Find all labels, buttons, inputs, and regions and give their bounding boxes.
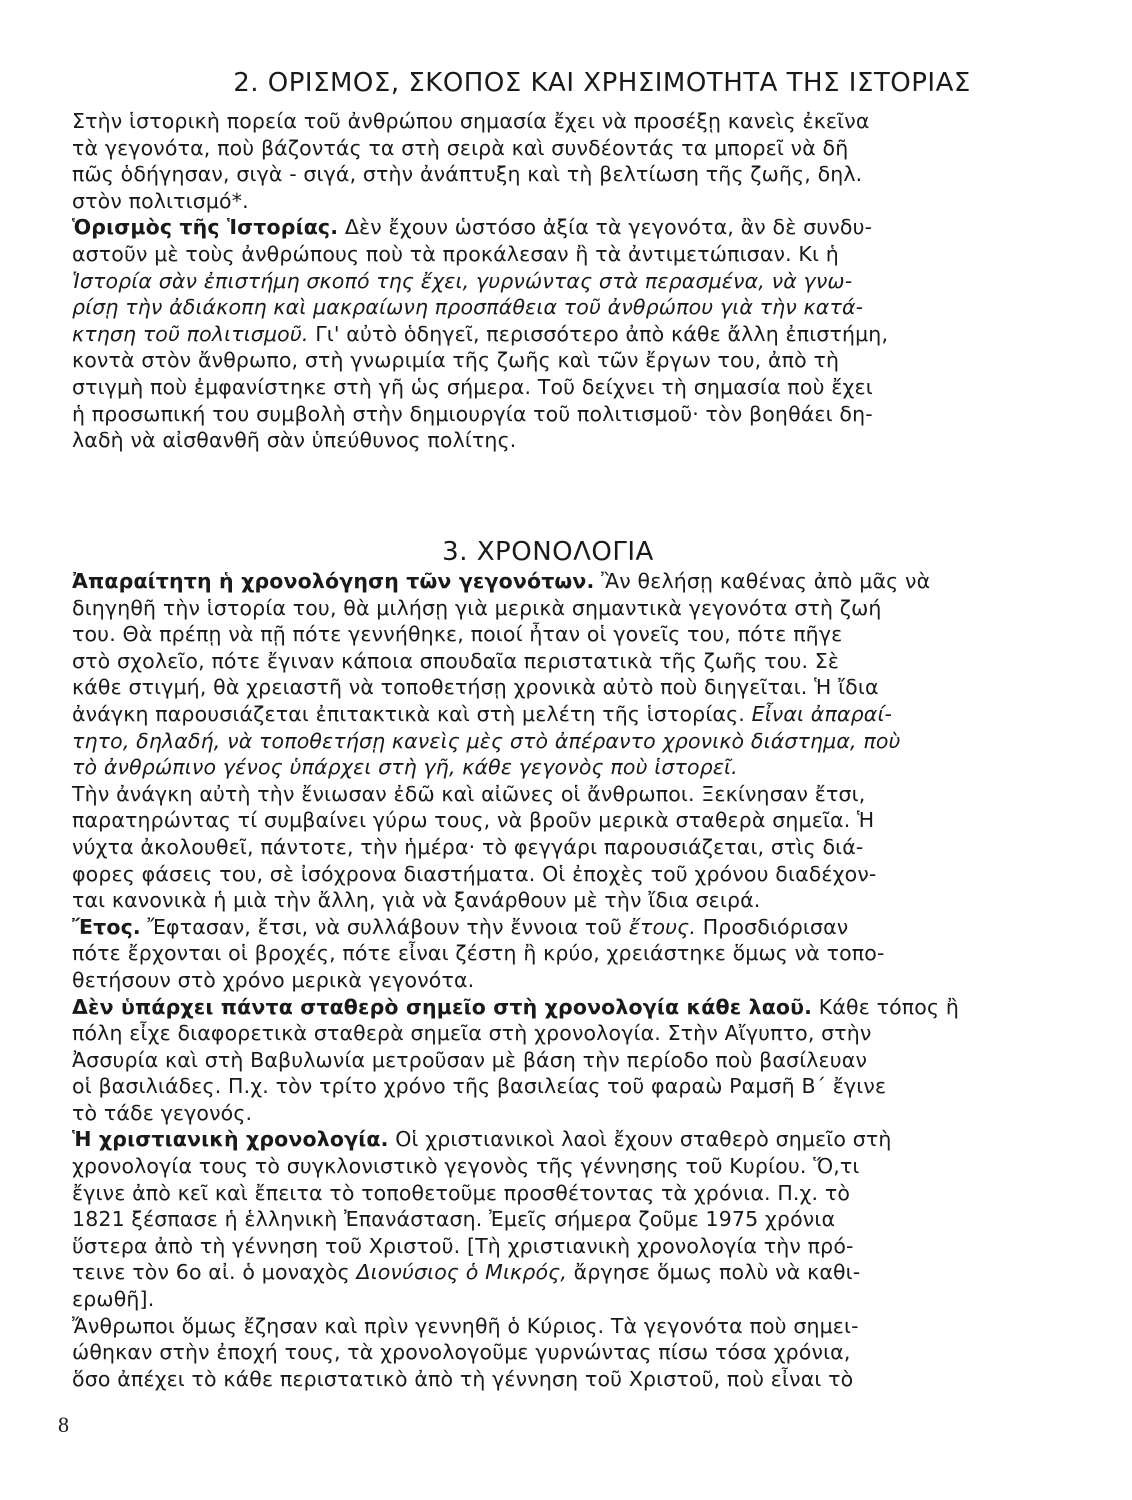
text-run: Οἱ χριστιανικοὶ λαοὶ ἔχουν σταθερὸ σημεῖο στὴ [388, 1127, 892, 1152]
text-line [72, 940, 1032, 967]
text-run: παρατηρώντας τί συμβαίνει γύρω τους, νὰ βροῦν μερικὰ σταθερὰ σημεῖα. Ἡ [72, 808, 875, 833]
text-run: ώθηκαν στὴν ἐποχή τους, τὰ χρονολογοῦμε γυρνώντας πίσω τόσα χρόνια, [72, 1340, 851, 1365]
text-run: τὰ γεγονότα, ποὺ βάζοντάς τα στὴ σειρὰ καὶ συνδέοντάς τα μπορεῖ νὰ δῆ [72, 135, 849, 160]
text-line [72, 1153, 1032, 1180]
section-body-chronology [72, 568, 1032, 1392]
text-run: πότε ἔρχονται οἱ βροχές, πότε εἶναι ζέστη ἢ κρύο, χρειάστηκε ὅμως νὰ τοπο- [72, 941, 885, 966]
text-line [72, 1206, 1032, 1233]
text-run: στιγμὴ ποὺ ἐμφανίστηκε στὴ γῆ ὡς σήμερα. Τοῦ δείχνει τὴ σημασία ποὺ ἔχει [72, 374, 873, 399]
text-run: του. Θὰ πρέπῃ νὰ πῇ πότε γεννήθηκε, ποιοί ἦταν οἱ γονεῖς του, πότε πῆγε [72, 622, 843, 647]
text-line [72, 1339, 1032, 1366]
text-line [72, 674, 1032, 701]
bold-run: Ἀπαραίτητη ἡ χρονολόγηση τῶν γεγονότων. [72, 569, 595, 593]
text-line [72, 807, 1032, 834]
text-run: 1821 ξέσπασε ἡ ἑλληνικὴ Ἐπανάσταση. Ἐμεῖς σήμερα ζοῦμε 1975 χρόνια [72, 1207, 836, 1232]
italic-run: τὸ ἀνθρώπινο γένος ὑπάρχει στὴ γῆ, κάθε γεγονὸς ποὺ ἱστορεῖ. [72, 755, 738, 780]
text-run: οἱ βασιλιάδες. Π.χ. τὸν τρίτο χρόνο τῆς βασιλείας τοῦ φαραὼ Ραμσῆ Β΄ ἔγινε [72, 1074, 887, 1099]
text-line [72, 188, 1032, 215]
text-run: ται κανονικὰ ἡ μιὰ τὴν ἄλλη, γιὰ νὰ ξανάρθουν μὲ τὴν ἴδια σειρά. [72, 888, 761, 913]
italic-run: Ἱστορία σὰν ἐπιστήμη σκοπό της ἔχει, γυρνώντας στὰ περασμένα, νὰ γνω- [72, 268, 853, 293]
text-line [72, 268, 1032, 295]
text-run: Ἔφτασαν, ἔτσι, νὰ συλλάβουν τὴν ἔννοια τοῦ [140, 914, 629, 939]
text-line [72, 374, 1032, 401]
text-line [72, 321, 1032, 348]
text-line [72, 648, 1032, 675]
text-line [72, 728, 1032, 755]
italic-run: Διονύσιος ὁ Μικρός, [356, 1260, 567, 1285]
text-line [72, 967, 1032, 994]
text-run: ἡ προσωπική του συμβολὴ στὴν δημιουργία τοῦ πολιτισμοῦ· τὸν βοηθάει δη- [72, 401, 873, 426]
bold-run: Ἔτος. [72, 914, 141, 939]
text-line [72, 241, 1032, 268]
text-run: πῶς ὁδήγησαν, σιγὰ - σιγά, στὴν ἀνάπτυξη καὶ τὴ βελτίωση τῆς ζωῆς, δηλ. [72, 162, 863, 187]
text-run: ἄργησε ὅμως πολὺ νὰ καθι- [567, 1260, 861, 1285]
text-line [72, 914, 1032, 941]
text-line [72, 861, 1032, 888]
text-run: Ἄνθρωποι ὅμως ἔζησαν καὶ πρὶν γεννηθῆ ὁ Κύριος. Τὰ γεγονότα ποὺ σημει- [72, 1313, 859, 1338]
text-line [72, 347, 1032, 374]
text-line [72, 1286, 1032, 1313]
section-heading-definition: 2. ΟΡΙΣΜΟΣ, ΣΚΟΠΟΣ ΚΑΙ ΧΡΗΣΙΜΟΤΗΤΑ ΤΗΣ ΙΣΤΟΡΙΑΣ [233, 68, 971, 98]
italic-run: κτηση τοῦ πολιτισμοῦ. [72, 321, 309, 346]
text-line [72, 401, 1032, 428]
text-line [72, 1100, 1032, 1127]
text-run: λαδὴ νὰ αἰσθανθῆ σὰν ὑπεύθυνος πολίτης. [72, 428, 517, 453]
text-run: στὸ σχολεῖο, πότε ἔγιναν κάποια σπουδαῖα περιστατικὰ τῆς ζωῆς του. Σὲ [72, 648, 840, 673]
text-run: τεινε τὸν 6ο αἰ. ὁ μοναχὸς [72, 1260, 357, 1285]
bold-run: Ἡ χριστιανικὴ χρονολογία. [72, 1127, 389, 1152]
text-line [72, 621, 1032, 648]
text-line [72, 1366, 1032, 1393]
text-run: Κάθε τόπος ἢ [812, 994, 959, 1019]
text-line [72, 1233, 1032, 1260]
text-run: ερωθῆ]. [72, 1287, 155, 1312]
text-line [72, 781, 1032, 808]
text-run: τὸ τάδε γεγονός. [72, 1100, 253, 1125]
text-run: θετήσουν στὸ χρόνο μερικὰ γεγονότα. [72, 967, 475, 992]
text-run: φορες φάσεις του, σὲ ἰσόχρονα διαστήματα. Οἱ ἐποχὲς τοῦ χρόνου διαδέχον- [72, 861, 877, 886]
text-line [72, 108, 1032, 135]
text-run: αστοῦν μὲ τοὺς ἀνθρώπους ποὺ τὰ προκάλεσαν ἢ τὰ ἀντιμετώπισαν. Κι ἡ [72, 241, 839, 266]
text-line [72, 1126, 1032, 1153]
italic-run: Εἶναι ἀπαραί- [751, 701, 893, 726]
text-run: Τὴν ἀνάγκη αὐτὴ τὴν ἔνιωσαν ἐδῶ καὶ αἰῶνες οἱ ἄνθρωποι. Ξεκίνησαν ἔτσι, [72, 781, 866, 806]
text-line [72, 161, 1032, 188]
text-line [72, 994, 1032, 1021]
text-line [72, 701, 1032, 728]
text-run: Ἀσσυρία καὶ στὴ Βαβυλωνία μετροῦσαν μὲ βάση τὴν περίοδο ποὺ βασίλευαν [72, 1047, 868, 1072]
text-line [72, 294, 1032, 321]
text-line [72, 1020, 1032, 1047]
text-run: Δὲν ἔχουν ὡστόσο ἀξία τὰ γεγονότα, ἂν δὲ συνδυ- [338, 215, 873, 240]
text-line [72, 1259, 1032, 1286]
section-body-definition [72, 108, 1032, 454]
text-line [72, 834, 1032, 861]
text-line [72, 595, 1032, 622]
bold-run: Ὁρισμὸς τῆς Ἱστορίας. [72, 215, 339, 240]
text-run: ἔγινε ἀπὸ κεῖ καὶ ἔπειτα τὸ τοποθετοῦμε προσθέτοντας τὰ χρόνια. Π.χ. τὸ [72, 1180, 851, 1205]
text-line [72, 887, 1032, 914]
text-line [72, 1180, 1032, 1207]
text-run: κοντὰ στὸν ἄνθρωπο, στὴ γνωριμία τῆς ζωῆς καὶ τῶν ἔργων του, ἀπὸ τὴ [72, 348, 840, 373]
bold-run: Δὲν ὑπάρχει πάντα σταθερὸ σημεῖο στὴ χρονολογία κάθε λαοῦ. [72, 994, 813, 1019]
text-run: νύχτα ἀκολουθεῖ, πάντοτε, τὴν ἡμέρα· τὸ φεγγάρι παρουσιάζεται, στὶς διά- [72, 834, 864, 859]
text-run: Προσδιόρισαν [696, 914, 849, 939]
text-line [72, 754, 1032, 781]
text-run: κάθε στιγμή, θὰ χρειαστῆ νὰ τοποθετήσῃ χρονικὰ αὐτὸ ποὺ διηγεῖται. Ἡ ἴδια [72, 675, 879, 700]
italic-run: ρίσῃ τὴν ἀδιάκοπη καὶ μακραίωνη προσπάθεια τοῦ ἀνθρώπου γιὰ τὴν κατά- [72, 295, 864, 320]
text-run: Στὴν ἱστορικὴ πορεία τοῦ ἀνθρώπου σημασία ἔχει νὰ προσέξῃ κανεὶς ἐκεῖνα [72, 109, 870, 133]
text-line [72, 1073, 1032, 1100]
text-line [72, 1313, 1032, 1340]
text-run: Γι' αὐτὸ ὁδηγεῖ, περισσότερο ἀπὸ κάθε ἄλλη ἐπιστήμη, [308, 321, 889, 346]
text-run: ὕστερα ἀπὸ τὴ γέννηση τοῦ Χριστοῦ. [Τὴ χριστιανικὴ χρονολογία τὴν πρό- [72, 1233, 854, 1258]
text-run: ἀνάγκη παρουσιάζεται ἐπιτακτικὰ καὶ στὴ μελέτη τῆς ἱστορίας. [72, 701, 752, 726]
text-run: χρονολογία τους τὸ συγκλονιστικὸ γεγονὸς τῆς γέννησης τοῦ Κυρίου. Ὅ,τι [72, 1154, 860, 1179]
text-run: Ἂν θελήσῃ καθένας ἀπὸ μᾶς νὰ [594, 569, 931, 593]
text-run: διηγηθῆ τὴν ἱστορία του, θὰ μιλήσῃ γιὰ μερικὰ σημαντικὰ γεγονότα στὴ ζωή [72, 595, 882, 620]
text-line [72, 214, 1032, 241]
italic-run: ἔτους. [628, 914, 697, 939]
italic-run: τητο, δηλαδή, νὰ τοποθετήσῃ κανεὶς μὲς στὸ ἀπέραντο χρονικὸ διάστημα, ποὺ [72, 728, 901, 753]
text-line [72, 1047, 1032, 1074]
text-line [72, 427, 1032, 454]
text-run: στὸν πολιτισμό*. [72, 188, 249, 213]
section-heading-chronology: 3. ΧΡΟΝΟΛΟΓΙΑ [442, 537, 654, 567]
page-number: 8 [58, 1412, 69, 1437]
text-line [72, 135, 1032, 162]
text-line [72, 568, 1032, 595]
text-run: πόλη εἶχε διαφορετικὰ σταθερὰ σημεῖα στὴ χρονολογία. Στὴν Αἴγυπτο, στὴν [72, 1021, 872, 1046]
text-run: ὅσο ἀπέχει τὸ κάθε περιστατικὸ ἀπὸ τὴ γέννηση τοῦ Χριστοῦ, ποὺ εἶναι τὸ [72, 1366, 854, 1391]
